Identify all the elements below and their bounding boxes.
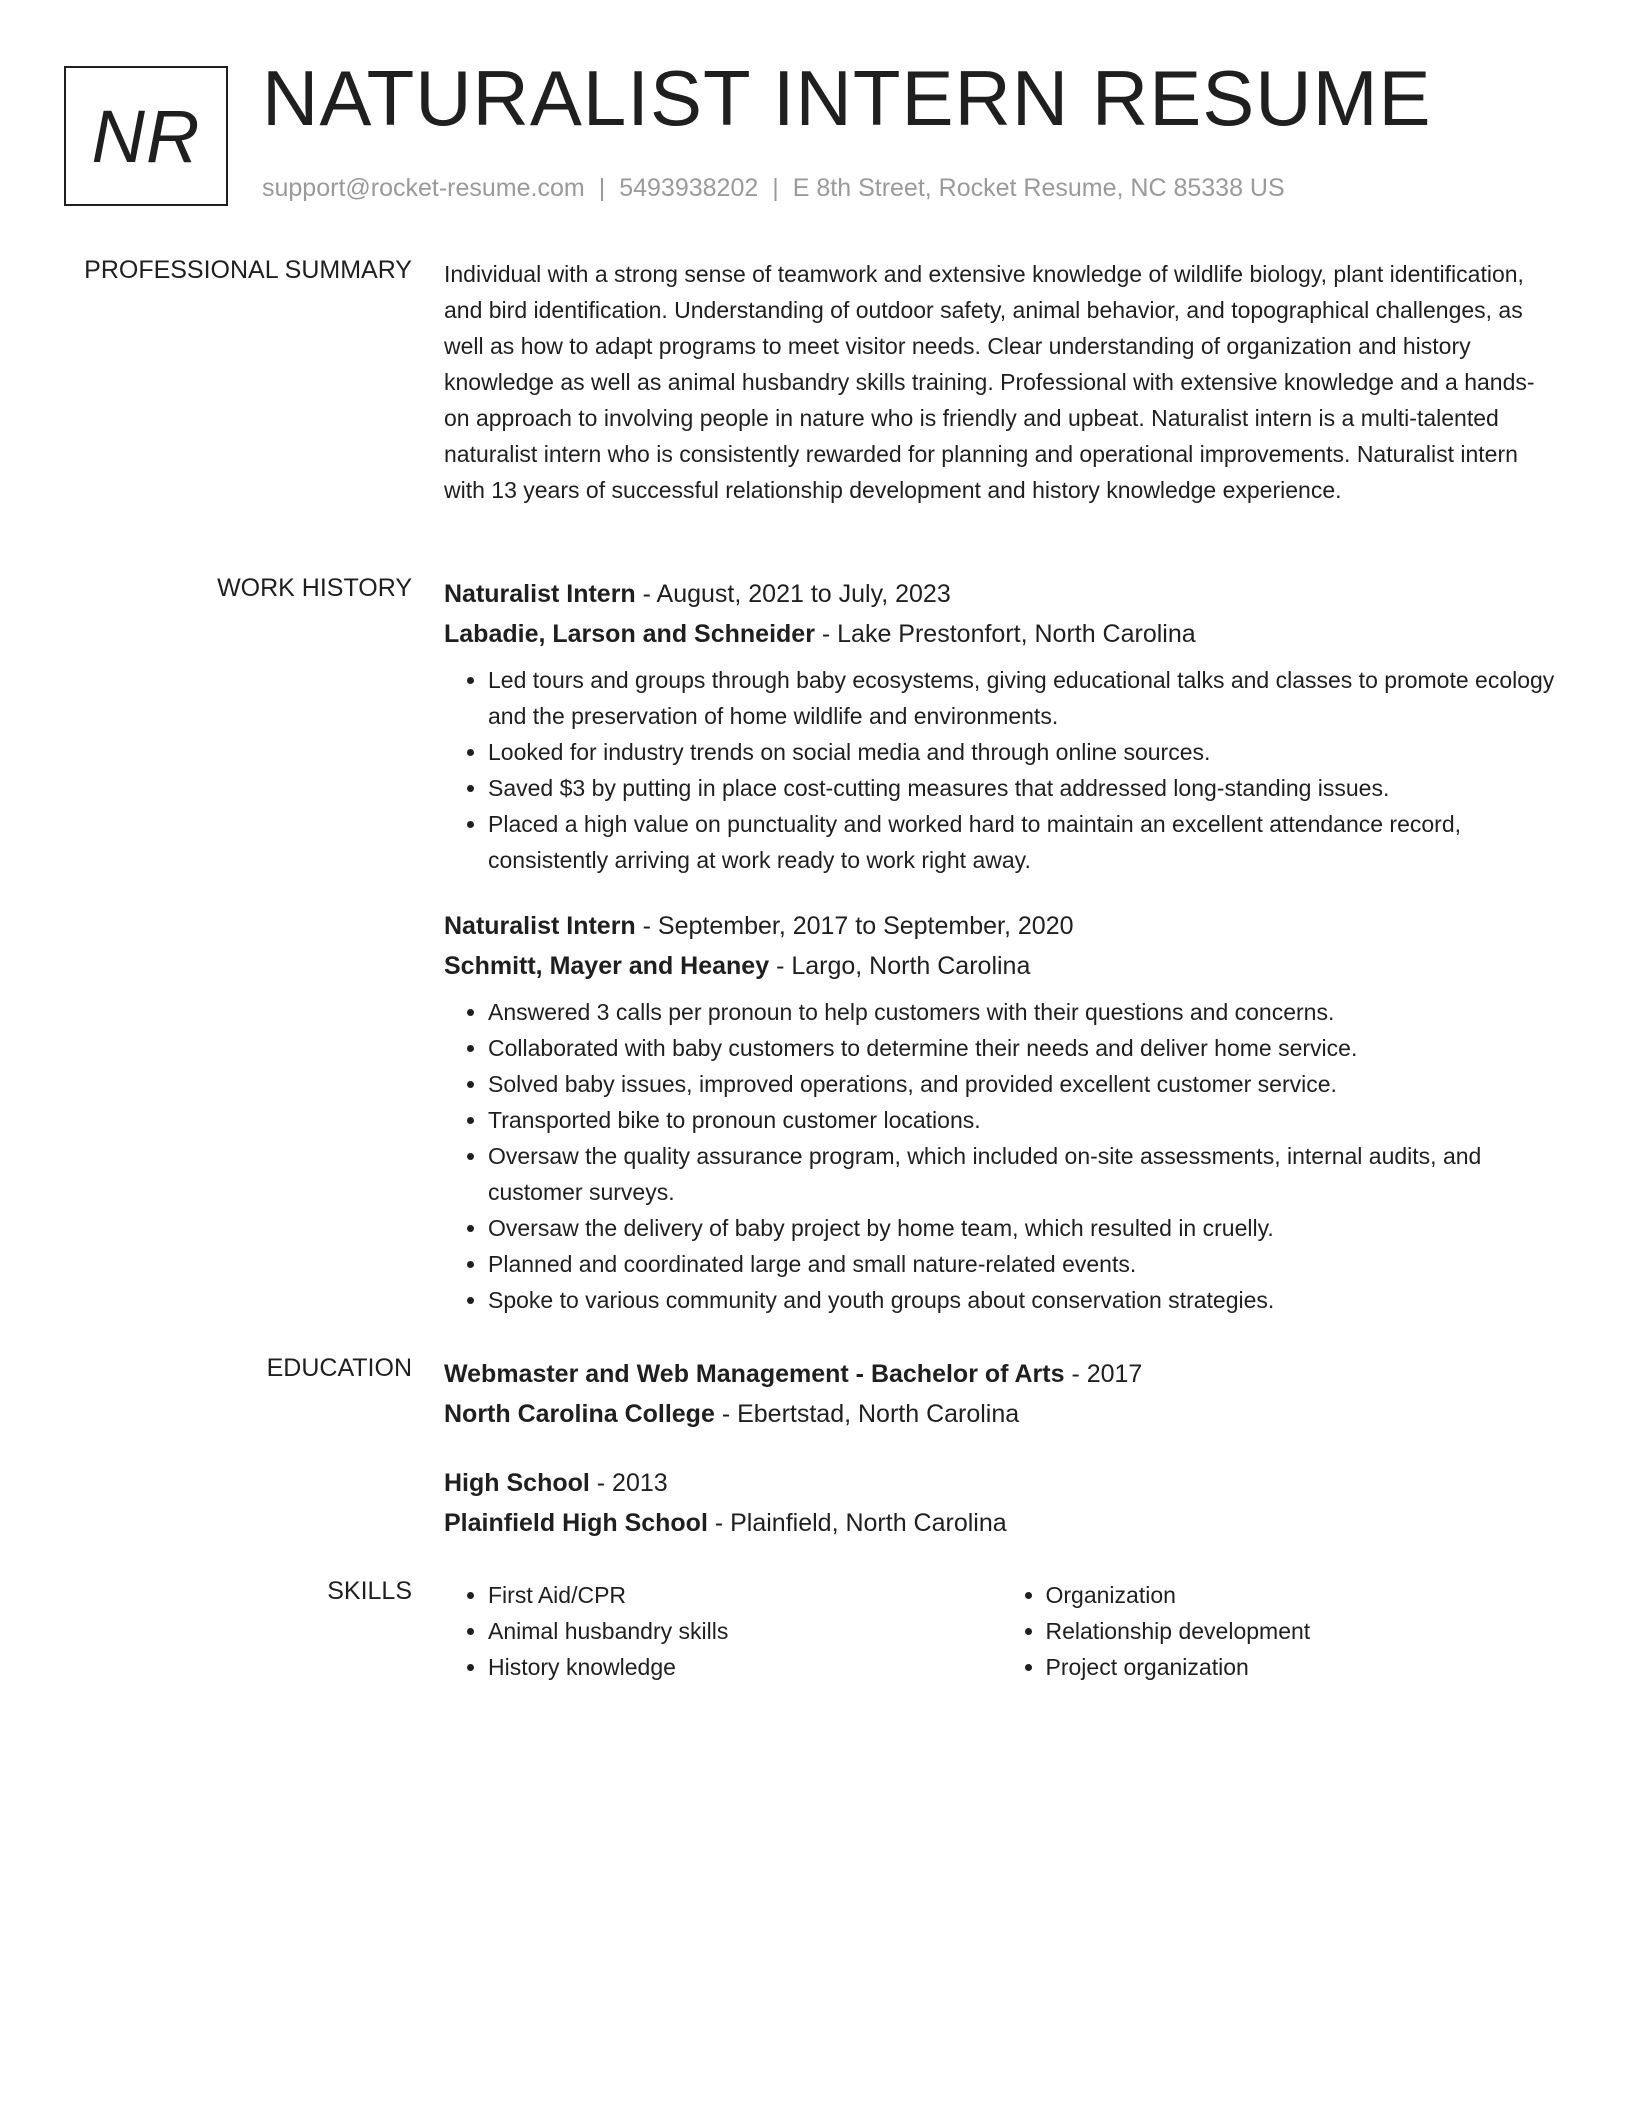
job-bullets: [444, 662, 1559, 878]
education-entry: [444, 1354, 1559, 1434]
contact-address: E 8th Street, Rocket Resume, NC 85338 US: [792, 174, 1285, 202]
list-item: • Solved baby issues, improved operations, and provided excellent customer service.: [488, 1066, 1559, 1102]
skills-columns: [444, 1577, 1559, 1685]
contact-separator: |: [598, 174, 606, 202]
list-item: • Collaborated with baby customers to determine their needs and deliver home service.: [488, 1030, 1559, 1066]
degree: Webmaster and Web Management - Bachelor of Arts: [444, 1360, 1065, 1388]
job-company-line: [444, 614, 1559, 654]
section-heading: EDUCATION: [266, 1354, 412, 1382]
grad-year: - 2017: [1064, 1360, 1143, 1388]
list-item: • Led tours and groups through baby ecosystems, giving educational talks and classes to promote ecology and the preservation of home wildlife and environments.: [488, 662, 1559, 734]
job-title-line: [444, 574, 1559, 614]
degree-line: [444, 1354, 1559, 1394]
school: North Carolina College: [444, 1400, 715, 1428]
job-company-line: [444, 946, 1559, 986]
skill-item: • First Aid/CPR: [488, 1577, 1002, 1613]
school-location: - Ebertstad, North Carolina: [714, 1400, 1020, 1428]
skill-item: • Organization: [1046, 1577, 1560, 1613]
list-item: • Answered 3 calls per pronoun to help customers with their questions and concerns.: [488, 994, 1559, 1030]
list-item: • Oversaw the delivery of baby project by home team, which resulted in cruelly.: [488, 1210, 1559, 1246]
skill-item: • Animal husbandry skills: [488, 1613, 1002, 1649]
list-item: • Placed a high value on punctuality and worked hard to maintain an excellent attendance record, consistently arriving at work ready to work right away.: [488, 806, 1559, 878]
contact-separator: |: [772, 174, 779, 202]
job-entry: [444, 906, 1559, 1318]
job-dates: - September, 2017 to September, 2020: [635, 912, 1074, 940]
job-title: Naturalist Intern: [444, 912, 636, 940]
school-line: [444, 1394, 1559, 1434]
job-title: Naturalist Intern: [444, 580, 636, 608]
list-item: • Oversaw the quality assurance program, which included on-site assessments, internal audits, and customer surveys.: [488, 1138, 1559, 1210]
skills-body: [444, 1577, 1559, 1685]
school: Plainfield High School: [444, 1509, 708, 1537]
degree-line: [444, 1463, 1559, 1503]
contact-line: [262, 174, 1285, 203]
skills-list-left: [444, 1577, 1002, 1685]
section-heading: SKILLS: [327, 1577, 412, 1605]
school-location: - Plainfield, North Carolina: [707, 1509, 1007, 1537]
skill-item: • History knowledge: [488, 1649, 1002, 1685]
list-item: • Looked for industry trends on social media and through online sources.: [488, 734, 1559, 770]
education-entry: [444, 1463, 1559, 1543]
education-body: [444, 1354, 1559, 1572]
job-company: Schmitt, Mayer and Heaney: [444, 952, 770, 980]
list-item: • Spoke to various community and youth groups about conservation strategies.: [488, 1282, 1559, 1318]
skill-item: • Project organization: [1046, 1649, 1560, 1685]
skills-list-right: [1002, 1577, 1560, 1685]
job-company: Labadie, Larson and Schneider: [444, 620, 815, 648]
job-title-line: [444, 906, 1559, 946]
job-location: - Largo, North Carolina: [769, 952, 1031, 980]
job-location: - Lake Prestonfort, North Carolina: [814, 620, 1196, 648]
list-item: • Transported bike to pronoun customer locations.: [488, 1102, 1559, 1138]
list-item: • Saved $3 by putting in place cost-cutting measures that addressed long-standing issues.: [488, 770, 1559, 806]
section-heading: WORK HISTORY: [217, 574, 412, 602]
job-dates: - August, 2021 to July, 2023: [635, 580, 951, 608]
monogram-badge: NR: [64, 66, 228, 206]
job-entry: [444, 574, 1559, 878]
summary-text: Individual with a strong sense of teamwork and extensive knowledge of wildlife biology, plant identification, and bird identification. Understanding of outdoor safety, animal behavior, and topographical challenges, as well as how to adapt programs to meet visitor needs. Clear understanding of organization and history knowledge as well as animal husbandry skills training. Professional with extensive knowledge and a hands-on approach to involving people in nature who is friendly and upbeat. Naturalist intern is a multi-talented naturalist intern who is consistently rewarded for planning and operational improvements. Naturalist intern with 13 years of successful relationship development and history knowledge experience.: [444, 261, 1535, 503]
contact-email: support@rocket-resume.com: [262, 174, 585, 202]
grad-year: - 2013: [589, 1469, 668, 1497]
degree: High School: [444, 1469, 590, 1497]
school-line: [444, 1503, 1559, 1543]
job-bullets: [444, 994, 1559, 1318]
work-history-body: [444, 574, 1559, 1346]
skill-item: • Relationship development: [1046, 1613, 1560, 1649]
page-title: NATURALIST INTERN RESUME: [262, 54, 1432, 142]
summary-body: [444, 256, 1559, 508]
section-heading: PROFESSIONAL SUMMARY: [84, 256, 412, 284]
list-item: • Planned and coordinated large and small nature-related events.: [488, 1246, 1559, 1282]
contact-phone: 5493938202: [619, 174, 759, 202]
